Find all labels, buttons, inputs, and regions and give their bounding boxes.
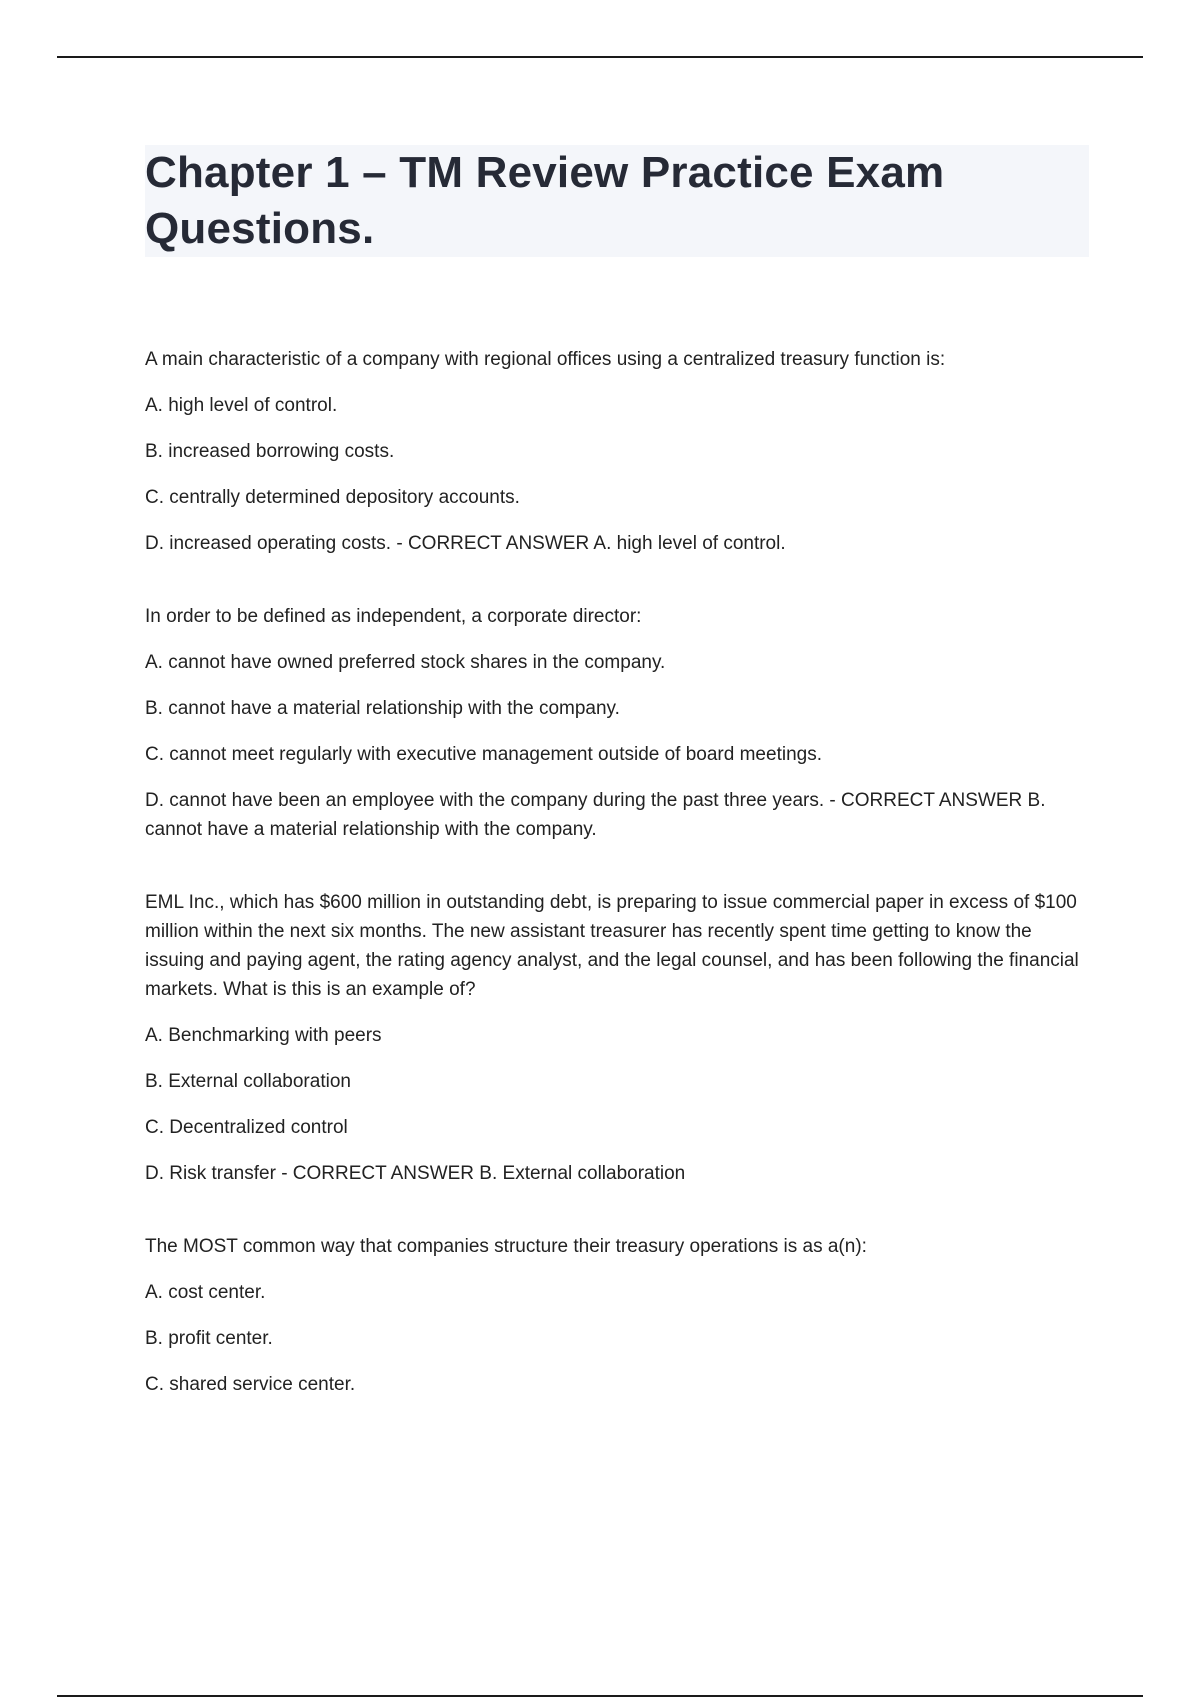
page-title: Chapter 1 – TM Review Practice Exam Questions. <box>145 148 945 253</box>
question-1 <box>145 345 1095 558</box>
answer-option: A. cost center. <box>145 1282 266 1303</box>
question-stem: A main characteristic of a company with regional offices using a centralized treasury function is: <box>145 349 946 370</box>
answer-option: B. profit center. <box>145 1328 273 1349</box>
answer-option: B. External collaboration <box>145 1071 351 1092</box>
question-stem: The MOST common way that companies structure their treasury operations is as a(n): <box>145 1236 867 1257</box>
question-2 <box>145 602 1095 844</box>
question-4 <box>145 1232 1095 1399</box>
question-stem: EML Inc., which has $600 million in outstanding debt, is preparing to issue commercial paper in excess of $100 million within the next six months. The new assistant treasurer has recently spent time getting to know the issuing and paying agent, the rating agency analyst, and the legal counsel, and has been following the financial markets. What is this is an example of? <box>145 892 1079 1000</box>
answer-option: C. centrally determined depository accounts. <box>145 487 520 508</box>
answer-option: D. cannot have been an employee with the company during the past three years. - CORRECT ANSWER B. cannot have a material relationship with the company. <box>145 790 1046 840</box>
answer-option: C. Decentralized control <box>145 1117 348 1138</box>
answer-option: A. cannot have owned preferred stock shares in the company. <box>145 652 666 673</box>
question-list <box>145 345 1095 1443</box>
footer-rule <box>57 1695 1143 1697</box>
answer-option: C. cannot meet regularly with executive management outside of board meetings. <box>145 744 822 765</box>
answer-option: D. Risk transfer - CORRECT ANSWER B. External collaboration <box>145 1163 686 1184</box>
answer-option: A. high level of control. <box>145 395 338 416</box>
header-rule <box>57 56 1143 58</box>
answer-option: B. increased borrowing costs. <box>145 441 395 462</box>
answer-option: B. cannot have a material relationship with the company. <box>145 698 620 719</box>
answer-option: D. increased operating costs. - CORRECT ANSWER A. high level of control. <box>145 533 786 554</box>
answer-option: A. Benchmarking with peers <box>145 1025 382 1046</box>
title-block <box>145 145 1089 257</box>
question-stem: In order to be defined as independent, a corporate director: <box>145 606 642 627</box>
question-3 <box>145 888 1095 1188</box>
answer-option: C. shared service center. <box>145 1374 356 1395</box>
